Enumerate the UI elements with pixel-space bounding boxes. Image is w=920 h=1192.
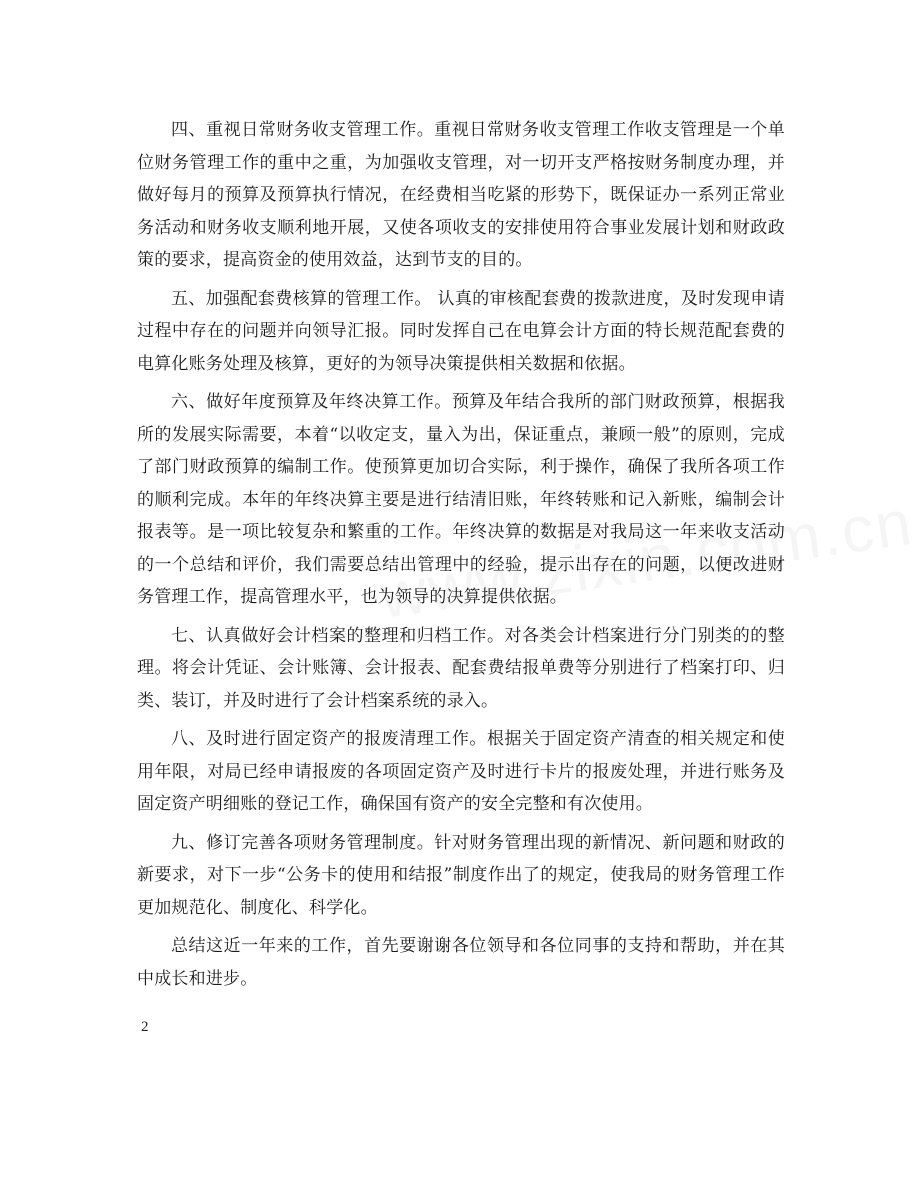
paragraph-8: 八、及时进行固定资产的报废清理工作。根据关于固定资产清查的相关规定和使用年限，对局已经申请报废的各项固定资产及时进行卡片的报废处理，并进行账务及固定资产明细账的登记工作，确保国有资产的安全完整和有次使用。 <box>137 729 785 814</box>
paragraph-5: 五、加强配套费核算的管理工作。 认真的审核配套费的拨款进度，及时发现申请过程中存在的问题并向领导汇报。同时发挥自己在电算会计方面的特长规范配套费的电算化账务处理及核算，更好的为领导决策提供相关数据和依据。 <box>137 288 785 374</box>
page-number: 2 <box>141 1019 149 1035</box>
paragraph-9: 九、修订完善各项财务管理制度。针对财务管理出现的新情况、新问题和财政的新要求，对下一步“公务卡的使用和结报”制度作出了的规定，使我局的财务管理工作更加规范化、制度化、科学化。 <box>137 832 785 918</box>
paragraph-summary: 总结这近一年来的工作，首先要谢谢各位领导和各位同事的支持和帮助，并在其中成长和进步。 <box>137 936 785 989</box>
document-body <box>137 114 785 1001</box>
paragraph-7: 七、认真做好会计档案的整理和归档工作。对各类会计档案进行分门别类的的整理。将会计凭证、会计账簿、会计报表、配套费结报单费等分别进行了档案打印、归类、装订，并及时进行了会计档案系统的录入。 <box>137 625 785 711</box>
paragraph-4: 四、重视日常财务收支管理工作。重视日常财务收支管理工作收支管理是一个单位财务管理工作的重中之重，为加强收支管理，对一切开支严格按财务制度办理，并做好每月的预算及预算执行情况，在经费相当吃紧的形势下，既保证办一系列正常业务活动和财务收支顺利地开展，又使各项收支的安排使用符合事业发展计划和财政政策的要求，提高资金的使用效益，达到节支的目的。 <box>137 120 785 270</box>
paragraph-6: 六、做好年度预算及年终决算工作。预算及年结合我所的部门财政预算，根据我所的发展实际需要，本着“以收定支，量入为出，保证重点，兼顾一般”的原则，完成了部门财政预算的编制工作。使预算更加切合实际，利于操作，确保了我所各项工作的顺利完成。本年的年终决算主要是进行结清旧账，年终转账和记入新账，编制会计报表等。是一项比较复杂和繁重的工作。年终决算的数据是对我局这一年来收支活动的一个总结和评价，我们需要总结出管理中的经验，提示出存在的问题，以便改进财务管理工作，提高管理水平，也为领导的决算提供依据。 <box>137 392 785 607</box>
